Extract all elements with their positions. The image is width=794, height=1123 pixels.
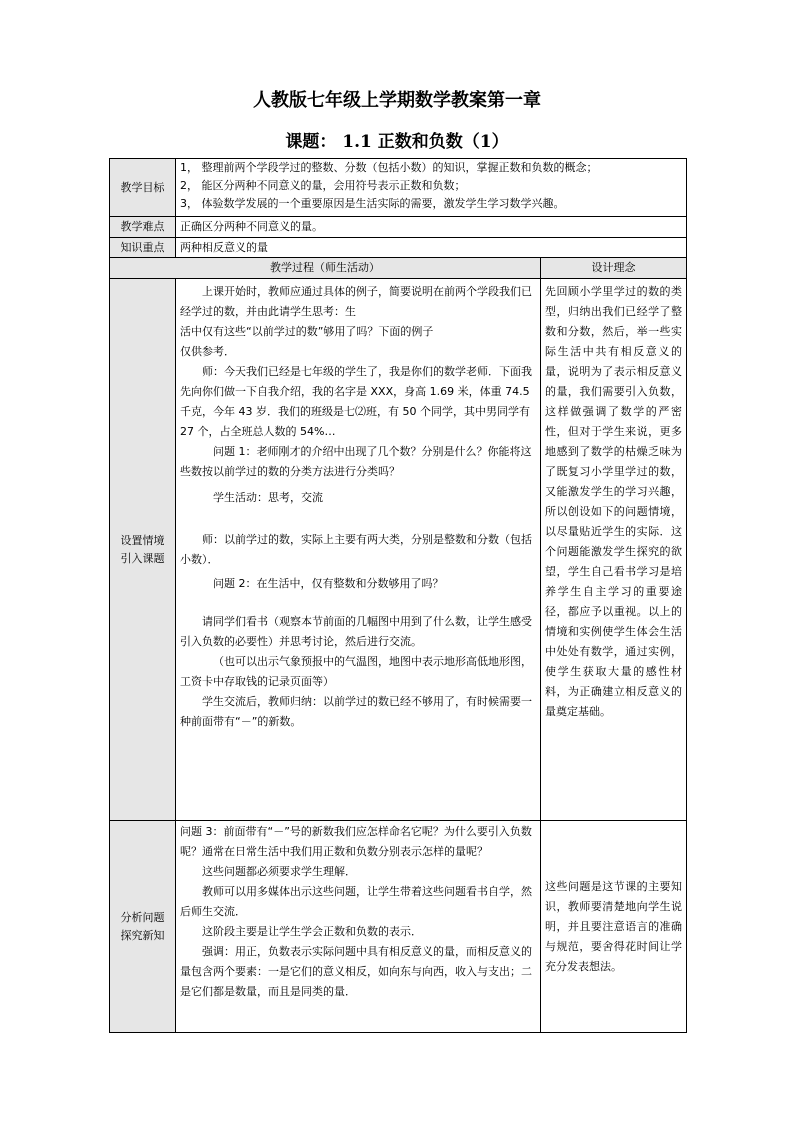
paragraph: （也可以出示气象预报中的气温图，地图中表示地形高低地形图，工资卡中存取钱的记录页面等）: [180, 655, 532, 688]
key-text: 两种相反意义的量: [176, 238, 687, 258]
paragraph: 师：以前学过的数，实际上主要有两大类，分别是整数和分数（包括小数）．: [180, 533, 532, 566]
paragraph: 师：今天我们已经是七年级的学生了，我是你们的数学老师．下面我先向你们做一下自我介绍，我的名字是 XXX，身高 1.69 米，体重 74.5 千克，今年 43 岁．我们的班级是七⑵班，有 50 个同学，其中男同学有 27 个，占全班总人数的 54%…: [180, 365, 532, 438]
section-analysis-process: [176, 821, 541, 1033]
section-situation-label: [110, 279, 176, 821]
process-header: 教学过程（师生活动）: [110, 258, 541, 279]
section-analysis-design: 这些问题是这节课的主要知识，教师要清楚地向学生说明，并且要注意语言的准确与规范，要舍得花时间让学充分发表想法。: [541, 821, 687, 1033]
paragraph: 学生活动：思考，交流: [213, 491, 323, 504]
label-line: 设置情境: [120, 533, 165, 547]
document-title: 人教版七年级上学期数学教案第一章: [253, 90, 541, 111]
key-label: 知识重点: [110, 238, 176, 258]
lesson-plan-table: [109, 158, 687, 1033]
goals-row: [110, 159, 687, 217]
difficulty-label: 教学难点: [110, 217, 176, 238]
spacer: [180, 594, 536, 612]
key-row: [110, 238, 687, 258]
paragraph: 问题 3：前面带有“－”号的新数我们应怎样命名它呢？为什么要引入负数呢？通常在日常生活中我们用正数和负数分别表示怎样的量呢？: [180, 825, 532, 858]
label-line: 探究新知: [120, 928, 165, 942]
paragraph: 仅供参考．: [180, 345, 235, 358]
label-line: 引入课题: [120, 551, 165, 565]
paragraph: 这阶段主要是让学生学会正数和负数的表示．: [202, 925, 422, 938]
paragraph: 问题 2：在生活中，仅有整数和分数够用了吗？: [213, 577, 444, 590]
spacer: [180, 508, 536, 526]
goals-content: [176, 159, 687, 217]
paragraph: 请同学们看书（观察本节前面的几幅图中用到了什么数，让学生感受引入负数的必要性）并思考讨论，然后进行交流。: [180, 615, 532, 648]
paragraph: 上课开始时，教师应通过具体的例子，简要说明在前两个学段我们已经学过的数，并由此请学生思考：生: [180, 285, 532, 318]
paragraph: 强调：用正，负数表示实际问题中具有相反意义的量，而相反意义的量包含两个要素：一是它们的意义相反，如向东与向西，收入与支出；二是它们都是数量，而且是同类的量．: [180, 945, 532, 998]
section-analysis-label: [110, 821, 176, 1033]
goal-item: 2， 能区分两种不同意义的量，会用符号表示正数和负数；: [180, 179, 466, 192]
paragraph: 教师可以用多媒体出示这些问题，让学生带着这些问题看书自学，然后师生交流．: [180, 885, 532, 918]
label-line: 分析问题: [120, 910, 165, 924]
paragraph: 活中仅有这些“以前学过的数”够用了吗？下面的例子: [180, 325, 434, 338]
lesson-subtitle: 课题： 1.1 正数和负数（1）: [285, 132, 509, 152]
section-analysis-row: [110, 821, 687, 1033]
goal-item: 1， 整理前两个学段学过的整数、分数（包括小数）的知识，掌握正数和负数的概念；: [180, 161, 598, 174]
paragraph: 这些问题都必须要求学生理解．: [202, 865, 356, 878]
concept-header: 设计理念: [541, 258, 687, 279]
difficulty-text: 正确区分两种不同意义的量。: [176, 217, 687, 238]
column-header-row: [110, 258, 687, 279]
goal-item: 3， 体验数学发展的一个重要原因是生活实际的需要，激发学生学习数学兴趣。: [180, 197, 565, 210]
goals-label: 教学目标: [110, 159, 176, 217]
section-situation-process: [176, 279, 541, 821]
difficulty-row: [110, 217, 687, 238]
paragraph: 学生交流后，教师归纳：以前学过的数已经不够用了，有时候需要一种前面带有“－”的新数。: [180, 695, 532, 728]
section-situation-row: [110, 279, 687, 821]
section-situation-design: 先回顾小学里学过的数的类型，归纳出我们已经学了整数和分数，然后，举一些实际生活中共有相反意义的量，说明为了表示相反意义的量，我们需要引入负数，这样做强调了数学的严密性，但对于学生来说，更多地感到了数学的枯燥乏味为了既复习小学里学过的数，又能激发学生的学习兴趣，所以创设如下的问题情境，以尽量贴近学生的实际．这个问题能激发学生探究的欲望，学生自己看书学习是培养学生自主学习的重要途径，都应予以重视。以上的情境和实例使学生体会生活中处处有数学，通过实例，使学生获取大量的感性材料，为正确建立相反意义的量奠定基础。: [541, 279, 687, 821]
paragraph: 问题 1：老师刚才的介绍中出现了几个数？分别是什么？你能将这些数按以前学过的数的分类方法进行分类吗？: [180, 445, 532, 478]
